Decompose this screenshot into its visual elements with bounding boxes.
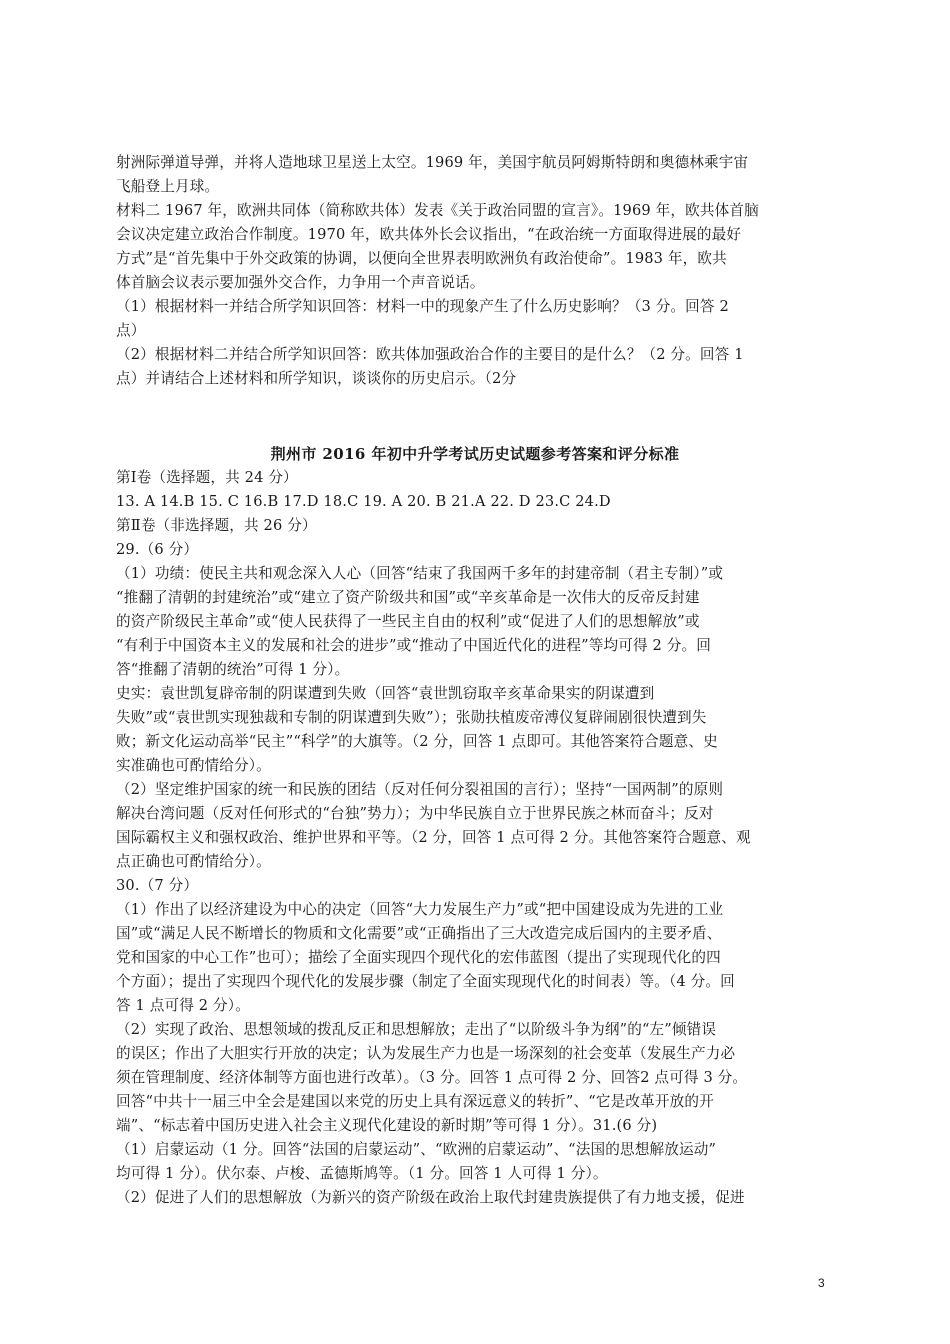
text-line: 材料二 1967 年，欧洲共同体（简称欧共体）发表《关于政治同盟的宣言》。1969 年，欧共体首脑: [116, 202, 759, 219]
text-line: （1）作出了以经济建设为中心的决定（回答“大力发展生产力”或“把中国建设成为先进的工业: [116, 901, 724, 918]
answer-key-title: 荆州市 2016 年初中升学考试历史试题参考答案和评分标准: [270, 445, 680, 463]
text-line: （2）根据材料二并结合所学知识回答：欧共体加强政治合作的主要目的是什么？（2 分。回答 1: [116, 346, 744, 363]
page-number: 3: [818, 1276, 825, 1290]
text-line: 端”、“标志着中国历史进入社会主义现代化建设的新时期”等可得 1 分）。31.(6 分): [116, 1117, 658, 1134]
text-line: 回答“中共十一届三中全会是建国以来党的历史上具有深远意义的转折”、“它是改革开放的开: [116, 1093, 714, 1110]
text-line: （1）功绩：使民主共和观念深入人心（回答“结束了我国两千多年的封建帝制（君主专制）”或: [116, 565, 724, 582]
text-line: 的资产阶级民主革命”或“使人民获得了一些民主自由的权利”或“促进了人们的思想解放”或: [116, 613, 700, 630]
text-line: 29.（6 分）: [116, 541, 199, 558]
text-line: （1）启蒙运动（1 分。回答“法国的启蒙运动”、“欧洲的启蒙运动”、“法国的思想解放运动”: [116, 1141, 717, 1158]
text-line: 解决台湾问题（反对任何形式的“台独”势力）；为中华民族自立于世界民族之林而奋斗；反对: [116, 805, 714, 822]
text-line: （2）坚定维护国家的统一和民族的团结（反对任何分裂祖国的言行）；坚持“一国两制”的原则: [116, 781, 724, 798]
text-line: 史实：袁世凯复辟帝制的阴谋遭到失败（回答“袁世凯窃取辛亥革命果实的阴谋遭到: [116, 685, 655, 702]
text-line: 党和国家的中心工作”也可）；描绘了全面实现四个现代化的宏伟蓝图（提出了实现现代化的四: [116, 949, 721, 966]
text-line: 点）并请结合上述材料和所学知识，谈谈你的历史启示。（2分: [116, 370, 517, 387]
text-line: 第Ⅱ卷（非选择题，共 26 分）: [116, 517, 317, 534]
text-line: 答 1 点可得 2 分）。: [116, 997, 250, 1014]
text-line: 个方面）；提出了实现四个现代化的发展步骤（制定了全面实现现代化的时间表）等。（4 分。回: [116, 973, 735, 990]
text-line: 30.（7 分）: [116, 877, 199, 894]
text-line: 须在管理制度、经济体制等方面也进行改革）。（3 分。回答 1 点可得 2 分、回答2 点可得 3 分。: [116, 1069, 748, 1086]
text-line: 的误区；作出了大胆实行开放的决定；认为发展生产力也是一场深刻的社会变革（发展生产力必: [116, 1045, 736, 1062]
text-line: 答“推翻了清朝的统治”可得 1 分）。: [116, 661, 350, 678]
text-line: 射洲际弹道导弹，并将人造地球卫星送上太空。1969 年，美国宇航员阿姆斯特朗和奥德林乘宇宙: [116, 154, 749, 171]
text-line: 国际霸权主义和强权政治、维护世界和平等。（2 分，回答 1 点可得 2 分。其他答案符合题意、观: [116, 829, 751, 846]
text-line: 13. A 14.B 15. C 16.B 17.D 18.C 19. A 20. B 21.A 22. D 23.C 24.D: [116, 493, 611, 510]
text-line: （2）实现了政治、思想领域的拨乱反正和思想解放；走出了“以阶级斗争为纲”的“左”倾错误: [116, 1021, 717, 1038]
text-line: 国”或“满足人民不断增长的物质和文化需要”或“正确指出了三大改造完成后国内的主要矛盾、: [116, 925, 722, 942]
text-line: 实准确也可酌情给分）。: [116, 757, 271, 774]
text-line: 体首脑会议表示要加强外交合作，力争用一个声音说话。: [116, 274, 485, 291]
text-line: “推翻了清朝的封建统治”或“建立了资产阶级共和国”或“辛亥革命是一次伟大的反帝反封建: [116, 589, 700, 606]
text-line: 方式”是“首先集中于外交政策的协调，以便向全世界表明欧洲负有政治使命”。1983 年，欧共: [116, 250, 727, 267]
text-line: 第Ⅰ卷（选择题，共 24 分）: [116, 469, 298, 486]
text-line: 飞船登上月球。: [116, 178, 220, 195]
text-line: 点）: [116, 322, 146, 339]
text-line: （1）根据材料一并结合所学知识回答：材料一中的现象产生了什么历史影响？（3 分。回答 2: [116, 298, 729, 315]
text-line: 败；新文化运动高举“民主”“科学”的大旗等。（2 分，回答 1 点即可。其他答案符合题意、史: [116, 733, 718, 750]
text-line: 失败”或“袁世凯实现独裁和专制的阴谋遭到失败”）；张勋扶植废帝溥仪复辟闹剧很快遭到失: [116, 709, 707, 726]
text-line: 会议决定建立政治合作制度。1970 年，欧共体外长会议指出，“在政治统一方面取得进展的最好: [116, 226, 742, 243]
text-line: （2）促进了人们的思想解放（为新兴的资产阶级在政治上取代封建贵族提供了有力地支援，促进: [116, 1189, 745, 1206]
text-line: 点正确也可酌情给分）。: [116, 853, 271, 870]
text-line: “有利于中国资本主义的发展和社会的进步”或“推动了中国近代化的进程”等均可得 2 分。回: [116, 637, 711, 654]
text-line: 均可得 1 分）。伏尔泰、卢梭、孟德斯鸠等。（1 分。回答 1 人可得 1 分）。: [116, 1165, 608, 1182]
